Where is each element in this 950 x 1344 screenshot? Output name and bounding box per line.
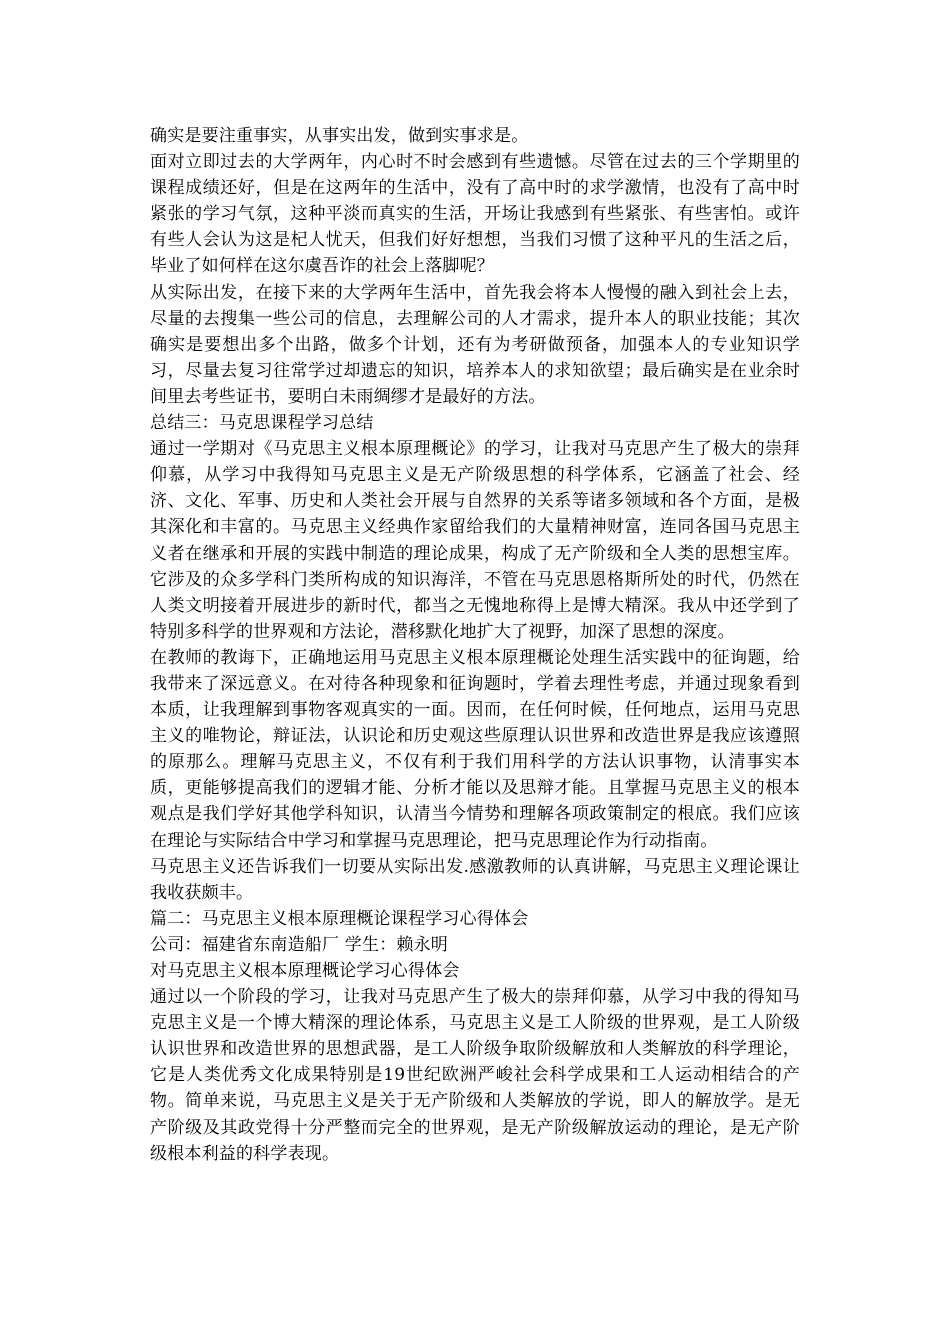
section-heading-summary-three: 总结三：马克思课程学习总结	[150, 413, 374, 434]
essay-title: 对马克思主义根本原理概论学习心得体会	[150, 961, 460, 981]
paragraph-conclusion-fact: 确实是要注重事实，从事实出发，做到实事求是。	[150, 126, 529, 146]
document-page	[150, 123, 800, 1167]
paragraph-plan: 从实际出发，在接下来的大学两年生活中，首先我会将本人慢慢的融入到社会上去，尽量的去搜集一些公司的信息，去理解公司的人才需求，提升本人的职业技能；其次确实是要想出多个出路，做多个计划，还有为考研做预备，加强本人的专业知识学习，尽量去复习往常学过却遗忘的知识，培养本人的求知欲望；最后确实是在业余时间里去考些证书，要明白未雨绸缪才是最好的方法。	[150, 282, 800, 407]
paragraph-marxism-theory: 通过以一个阶段的学习，让我对马克思产生了极大的崇拜仰慕，从学习中我的得知马克思主义是一个博大精深的理论体系，马克思主义是工人阶级的世界观，是工人阶级认识世界和改造世界的思想武器，是工人阶级争取阶级解放和人类解放的科学理论，它是人类优秀文化成果特别是19世纪欧洲严峻社会科学成果和工人运动相结合的产物。简单来说，马克思主义是关于无产阶级和人类解放的学说，即人的解放学。是无产阶级及其政党得十分严整而完全的世界观，是无产阶级解放运动的理论，是无产阶级根本利益的科学表现。	[150, 987, 800, 1164]
paragraph-gratitude: 马克思主义还告诉我们一切要从实际出发.感激教师的认真讲解，马克思主义理论课让我收获颇丰。	[150, 856, 800, 903]
paragraph-teacher-guidance: 在教师的教诲下，正确地运用马克思主义根本原理概论处理生活实践中的征询题，给我带来了深远意义。在对待各种现象和征询题时，学着去理性考虑，并通过现象看到本质，让我理解到事物客观真实的一面。因而，在任何时候，任何地点，运用马克思主义的唯物论，辩证法，认识论和历史观这些原理认识世界和改造世界是我应该遵照的原那么。理解马克思主义，不仅有利于我们用科学的方法认识事物，认清事实本质，更能够提高我们的逻辑才能、分析才能以及思辩才能。且掌握马克思主义的根本观点是我们学好其他学科知识，认清当今情势和理解各项政策制定的根底。我们应该在理论与实际结合中学习和掌握马克思理论，把马克思理论作为行动指南。	[150, 647, 800, 851]
paragraph-course-study: 通过一学期对《马克思主义根本原理概论》的学习，让我对马克思产生了极大的崇拜仰慕，从学习中我得知马克思主义是无产阶级思想的科学体系，它涵盖了社会、经济、文化、军事、历史和人类社会开展与自然界的关系等诸多领域和各个方面，是极其深化和丰富的。马克思主义经典作家留给我们的大量精神财富，连同各国马克思主义者在继承和开展的实践中制造的理论成果，构成了无产阶级和全人类的思想宝库。它涉及的众多学科门类所构成的知识海洋，不管在马克思恩格斯所处的时代，仍然在人类文明接着开展进步的新时代，都当之无愧地称得上是博大精深。我从中还学到了特别多科学的世界观和方法论，潜移默化地扩大了视野，加深了思想的深度。	[150, 439, 800, 642]
section-heading-part-two: 篇二：马克思主义根本原理概论课程学习心得体会	[150, 908, 529, 929]
paragraph-reflection: 面对立即过去的大学两年，内心时不时会感到有些遗憾。尽管在过去的三个学期里的课程成绩还好，但是在这两年的生活中，没有了高中时的求学激情，也没有了高中时紧张的学习气氛，这种平淡而真实的生活，开场让我感到有些紧张、有些害怕。或许有些人会认为这是杞人忧天，但我们好好想想，当我们习惯了这种平凡的生活之后，毕业了如何样在这尔虞吾诈的社会上落脚呢？	[150, 152, 800, 277]
author-line: 公司：福建省东南造船厂 学生：赖永明	[150, 934, 449, 955]
